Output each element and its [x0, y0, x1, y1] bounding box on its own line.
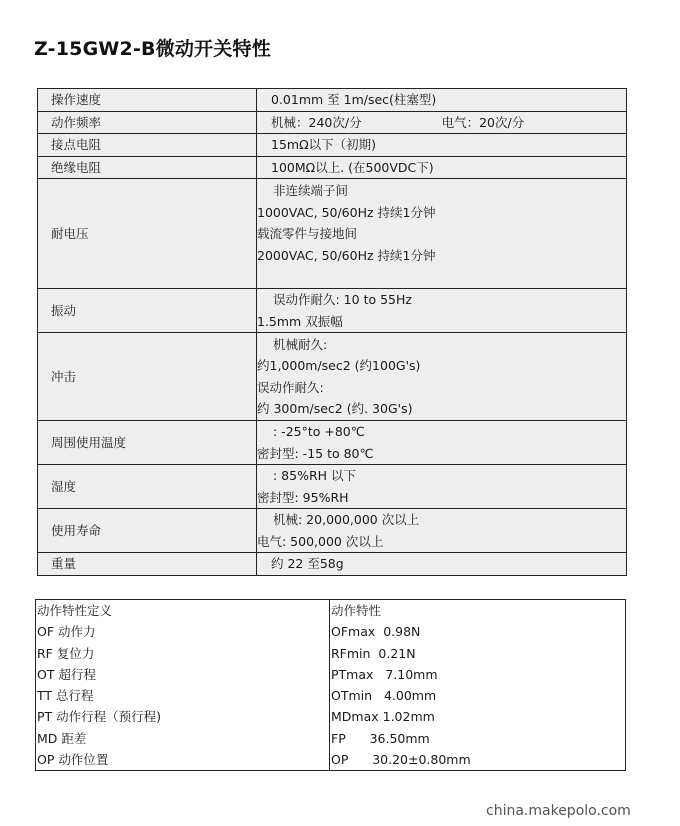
value-text: 15mΩ以下（初期) [271, 137, 377, 152]
page-title: Z-15GW2-B微动开关特性 [34, 38, 271, 60]
row-value [257, 89, 627, 112]
row-value [257, 111, 627, 134]
list-item: FP 36.50mm [331, 730, 430, 746]
characteristics-column [330, 600, 626, 771]
row-value [257, 421, 627, 465]
row-label: 动作频率 [38, 111, 257, 134]
list-item: 动作特性定义 [37, 603, 113, 618]
value-line: 机械: 20,000,000 次以上 [273, 512, 420, 527]
table-row [38, 509, 627, 553]
list-item: RFmin 0.21N [331, 645, 416, 661]
value-line: : 85%RH 以下 [273, 468, 357, 483]
watermark: china.makepolo.com [486, 803, 631, 819]
table-row [38, 111, 627, 134]
value-line: 机械耐久: [273, 336, 328, 352]
row-label: 湿度 [38, 465, 257, 509]
row-value [257, 465, 627, 509]
table-row [38, 156, 627, 179]
value-line: 密封型: -15 to 80℃ [257, 445, 374, 461]
row-value [257, 156, 627, 179]
value-line: 非连续端子间 [273, 183, 349, 198]
value-line: 电气: 500,000 次以上 [257, 533, 384, 549]
list-item: 动作特性 [331, 603, 382, 618]
row-value [257, 134, 627, 157]
definition-column [36, 600, 330, 771]
table-row [38, 553, 627, 576]
row-value [257, 289, 627, 333]
value-line: 载流零件与接地间 [257, 226, 358, 241]
table-row [36, 600, 626, 771]
table-row [38, 465, 627, 509]
list-item: MD 距差 [37, 730, 87, 746]
list-item: OT 超行程 [37, 666, 96, 682]
list-item: PTmax 7.10mm [331, 666, 438, 682]
table-row [38, 89, 627, 112]
value-line: 密封型: 95%RH [257, 489, 349, 505]
list-item: OTmin 4.00mm [331, 688, 437, 704]
value-text: 电气：20次/分 [441, 114, 525, 130]
table-row [38, 289, 627, 333]
list-item: RF 复位力 [37, 645, 95, 661]
row-value [257, 179, 627, 289]
list-item: OP 动作位置 [37, 752, 109, 768]
table-row [38, 134, 627, 157]
row-value [257, 333, 627, 421]
value-line: : -25°to +80℃ [273, 424, 365, 439]
spec-table [37, 88, 627, 576]
value-text: 机械：240次/分 [271, 114, 362, 130]
list-item: TT 总行程 [37, 688, 94, 704]
value-line: 1000VAC, 50/60Hz 持续1分钟 [257, 204, 436, 220]
value-line: 约 300m/sec2 (约. 30G's) [257, 401, 413, 416]
row-value [257, 509, 627, 553]
list-item: PT 动作行程（预行程) [37, 709, 162, 725]
value-text: 100MΩ以上. (在500VDC下) [271, 159, 434, 175]
row-label: 绝缘电阻 [38, 156, 257, 179]
value-line: 2000VAC, 50/60Hz 持续1分钟 [257, 247, 436, 263]
value-line: 误动作耐久: 10 to 55Hz [273, 292, 412, 307]
value-line: 约1,000m/sec2 (约100G's) [257, 358, 421, 373]
value-line: 误动作耐久: [257, 379, 324, 395]
list-item: OFmax 0.98N [331, 624, 421, 640]
value-text: 约 22 至58g [271, 556, 344, 571]
row-value [257, 553, 627, 576]
row-label: 周围使用温度 [38, 421, 257, 465]
table-row [38, 421, 627, 465]
table-row [38, 333, 627, 421]
row-label: 操作速度 [38, 89, 257, 112]
list-item: OF 动作力 [37, 624, 96, 640]
row-label: 使用寿命 [38, 509, 257, 553]
row-label: 耐电压 [38, 179, 257, 289]
list-item: MDmax 1.02mm [331, 709, 435, 725]
list-item: OP 30.20±0.80mm [331, 752, 471, 768]
row-label: 重量 [38, 553, 257, 576]
value-line: 1.5mm 双振幅 [257, 313, 343, 329]
value-text: 0.01mm 至 1m/sec(柱塞型) [271, 92, 437, 107]
table-row [38, 179, 627, 289]
row-label: 振动 [38, 289, 257, 333]
definition-table [35, 599, 626, 771]
row-label: 接点电阻 [38, 134, 257, 157]
row-label: 冲击 [38, 333, 257, 421]
